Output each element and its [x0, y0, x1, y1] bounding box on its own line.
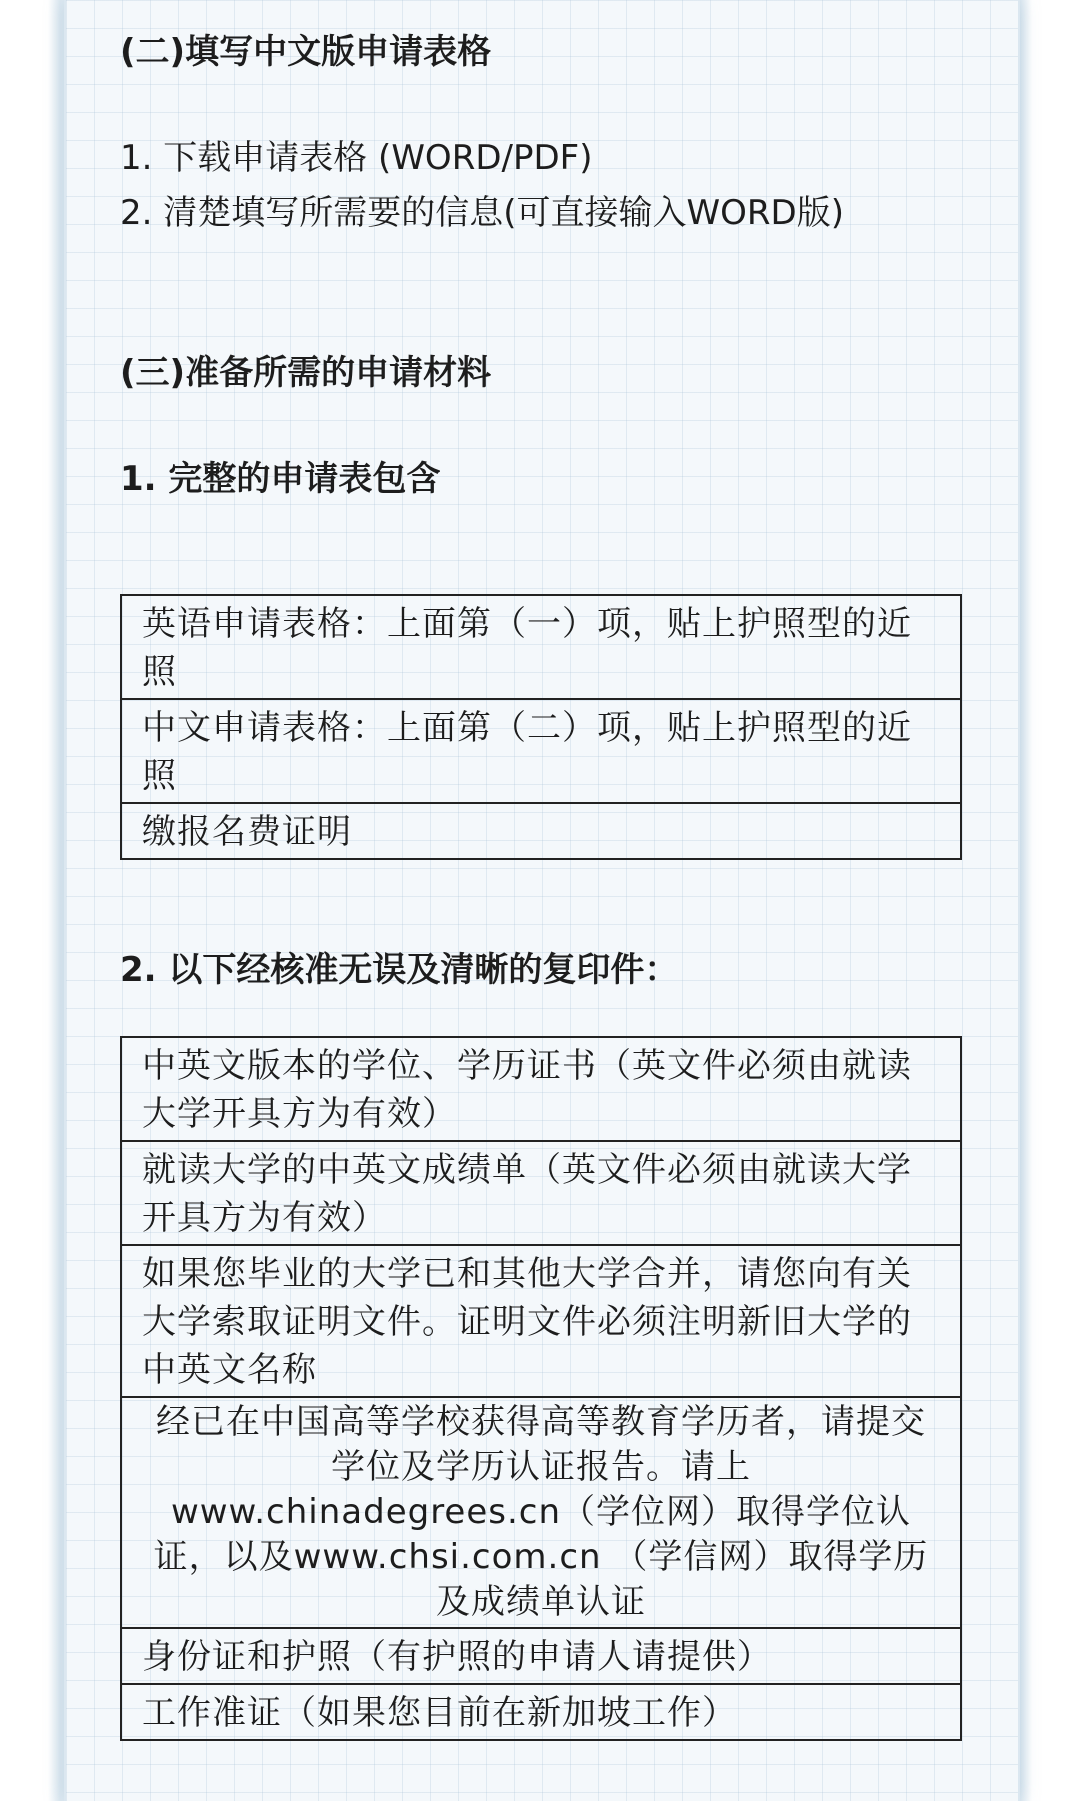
table-row: [121, 1684, 961, 1740]
application-form-table: [120, 594, 962, 860]
table-cell: 身份证和护照（有护照的申请人请提供）: [121, 1628, 961, 1684]
table-cell: 缴报名费证明: [121, 803, 961, 859]
table-row: [121, 1245, 961, 1397]
step-2-text: 2. 清楚填写所需要的信息(可直接输入WORD版): [120, 193, 844, 233]
table-row: [121, 699, 961, 803]
table-row: [121, 1397, 961, 1628]
table-cell: 工作准证（如果您目前在新加坡工作）: [121, 1684, 961, 1740]
table-cell: 中英文版本的学位、学历证书（英文件必须由就读大学开具方为有效）: [121, 1037, 961, 1141]
subsection-1-title: 1. 完整的申请表包含: [120, 459, 441, 499]
step-1-text: 1. 下载申请表格 (WORD/PDF): [120, 138, 593, 178]
table-row: [121, 803, 961, 859]
table-cell: 如果您毕业的大学已和其他大学合并，请您向有关大学索取证明文件。证明文件必须注明新旧大学的中英文名称: [121, 1245, 961, 1397]
table-cell: 经已在中国高等学校获得高等教育学历者，请提交学位及学历认证报告。请上www.chinadegrees.cn（学位网）取得学位认证，以及www.chsi.com.cn （学信网）取得学历及成绩单认证: [121, 1397, 961, 1628]
documents-table: [120, 1036, 962, 1741]
table-row: [121, 1037, 961, 1141]
table-row: [121, 595, 961, 699]
document-card: [64, 0, 1020, 1801]
table-cell: 中文申请表格：上面第（二）项，贴上护照型的近照: [121, 699, 961, 803]
table-row: [121, 1628, 961, 1684]
table-cell: 就读大学的中英文成绩单（英文件必须由就读大学开具方为有效）: [121, 1141, 961, 1245]
subsection-2-title: 2. 以下经核准无误及清晰的复印件：: [120, 950, 679, 990]
table-cell: 英语申请表格：上面第（一）项，贴上护照型的近照: [121, 595, 961, 699]
table-row: [121, 1141, 961, 1245]
section-3-title: (三)准备所需的申请材料: [120, 353, 492, 393]
section-2-title: (二)填写中文版申请表格: [120, 32, 492, 72]
